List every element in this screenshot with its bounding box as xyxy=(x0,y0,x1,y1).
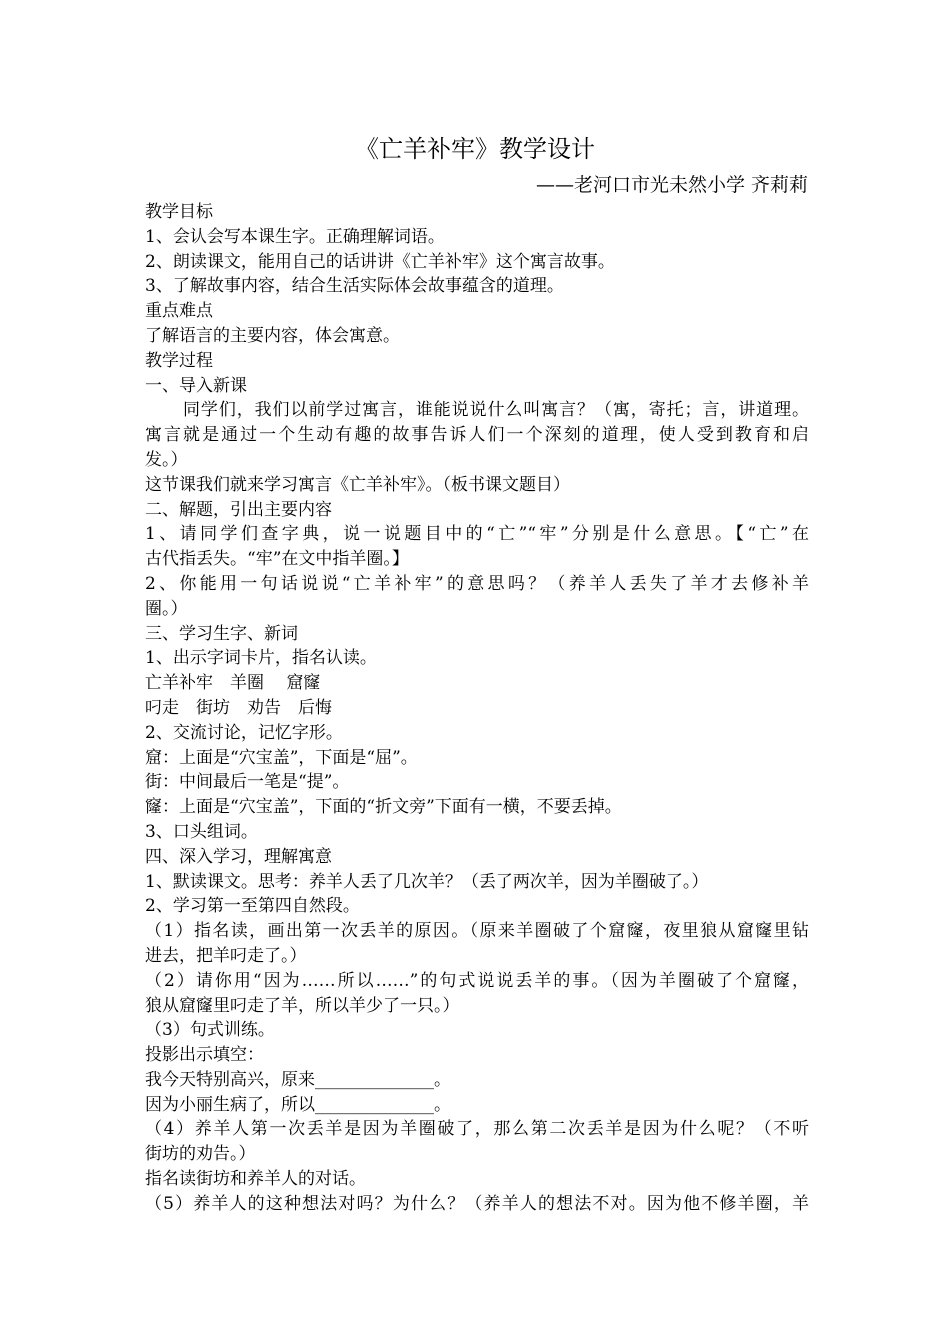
text-line: （3）句式训练。 xyxy=(145,1020,275,1041)
text-line: 三、学习生字、新词 xyxy=(145,623,298,644)
text-line: 窿：上面是“穴宝盖”，下面的“折文旁”下面有一横，不要丢掉。 xyxy=(145,797,622,818)
text-line: 投影出示填空： xyxy=(145,1045,264,1066)
text-line: 狼从窟窿里叼走了羊，所以羊少了一只。） xyxy=(145,995,460,1016)
text-line: 街：中间最后一笔是“提”。 xyxy=(145,772,350,793)
text-line: 亡羊补牢 羊圈 窟窿 xyxy=(145,673,321,694)
text-line: 了解语言的主要内容，体会寓意。 xyxy=(145,325,400,346)
text-line: 2、你能用一句话说说“亡羊补牢”的意思吗？（养羊人丢失了羊才去修补羊 xyxy=(145,573,809,594)
text-line: 二、解题，引出主要内容 xyxy=(145,499,332,520)
text-line: 教学过程 xyxy=(145,350,213,371)
text-line: （2）请你用“因为……所以……”的句式说说丢羊的事。（因为羊圈破了个窟窿， xyxy=(145,970,809,991)
text-line: 四、深入学习，理解寓意 xyxy=(145,846,332,867)
text-line: 一、导入新课 xyxy=(145,375,247,396)
text-line: 因为小丽生病了，所以______________。 xyxy=(145,1094,451,1115)
text-line: （5）养羊人的这种想法对吗？为什么？（养羊人的想法不对。因为他不修羊圈，羊 xyxy=(145,1193,809,1214)
text-line: 进去，把羊叼走了。） xyxy=(145,945,307,966)
text-line: 1、请同学们查字典，说一说题目中的“亡”“牢”分别是什么意思。【“亡”在 xyxy=(145,524,809,545)
text-line: 3、口头组词。 xyxy=(145,821,258,842)
text-line: 1、出示字词卡片，指名认读。 xyxy=(145,648,377,669)
text-line: 同学们，我们以前学过寓言，谁能说说什么叫寓言？（寓，寄托；言，讲道理。 xyxy=(183,400,809,421)
text-line: 教学目标 xyxy=(145,202,213,222)
text-line: 发。） xyxy=(145,449,188,470)
text-line: 1、会认会写本课生字。正确理解词语。 xyxy=(145,226,445,247)
text-line: 古代指丢失。“牢”在文中指羊圈。】 xyxy=(145,549,409,570)
text-line: 街坊的劝告。） xyxy=(145,1144,256,1165)
document-body xyxy=(145,200,809,1217)
text-line: 指名读街坊和养羊人的对话。 xyxy=(145,1169,366,1190)
text-line: 窟：上面是“穴宝盖”，下面是“屈”。 xyxy=(145,747,418,768)
text-line: 这节课我们就来学习寓言《亡羊补牢》。（板书课文题目） xyxy=(145,474,570,495)
text-line: （1）指名读，画出第一次丢羊的原因。（原来羊圈破了个窟窿，夜里狼从窟窿里钻 xyxy=(145,921,809,942)
text-line: 2、交流讨论，记忆字形。 xyxy=(145,722,343,743)
text-line: 寓言就是通过一个生动有趣的故事告诉人们一个深刻的道理，使人受到教育和启 xyxy=(145,425,809,446)
text-line: 我今天特别高兴，原来______________。 xyxy=(145,1069,451,1090)
author-line: ——老河口市光未然小学 齐莉莉 xyxy=(535,174,808,196)
text-line: 1、默读课文。思考：养羊人丢了几次羊？（丢了两次羊，因为羊圈破了。） xyxy=(145,871,709,892)
text-line: 3、了解故事内容，结合生活实际体会故事蕴含的道理。 xyxy=(145,276,564,297)
text-line: 重点难点 xyxy=(145,301,213,322)
text-line: （4）养羊人第一次丢羊是因为羊圈破了，那么第二次丢羊是因为什么呢？（不听 xyxy=(145,1119,809,1140)
text-line: 2、朗读课文，能用自己的话讲讲《亡羊补牢》这个寓言故事。 xyxy=(145,251,615,272)
text-line: 圈。） xyxy=(145,598,188,619)
text-line: 2、学习第一至第四自然段。 xyxy=(145,896,360,917)
text-line: 叼走 街坊 劝告 后悔 xyxy=(145,697,332,718)
document-title: 《亡羊补牢》教学设计 xyxy=(355,135,595,163)
